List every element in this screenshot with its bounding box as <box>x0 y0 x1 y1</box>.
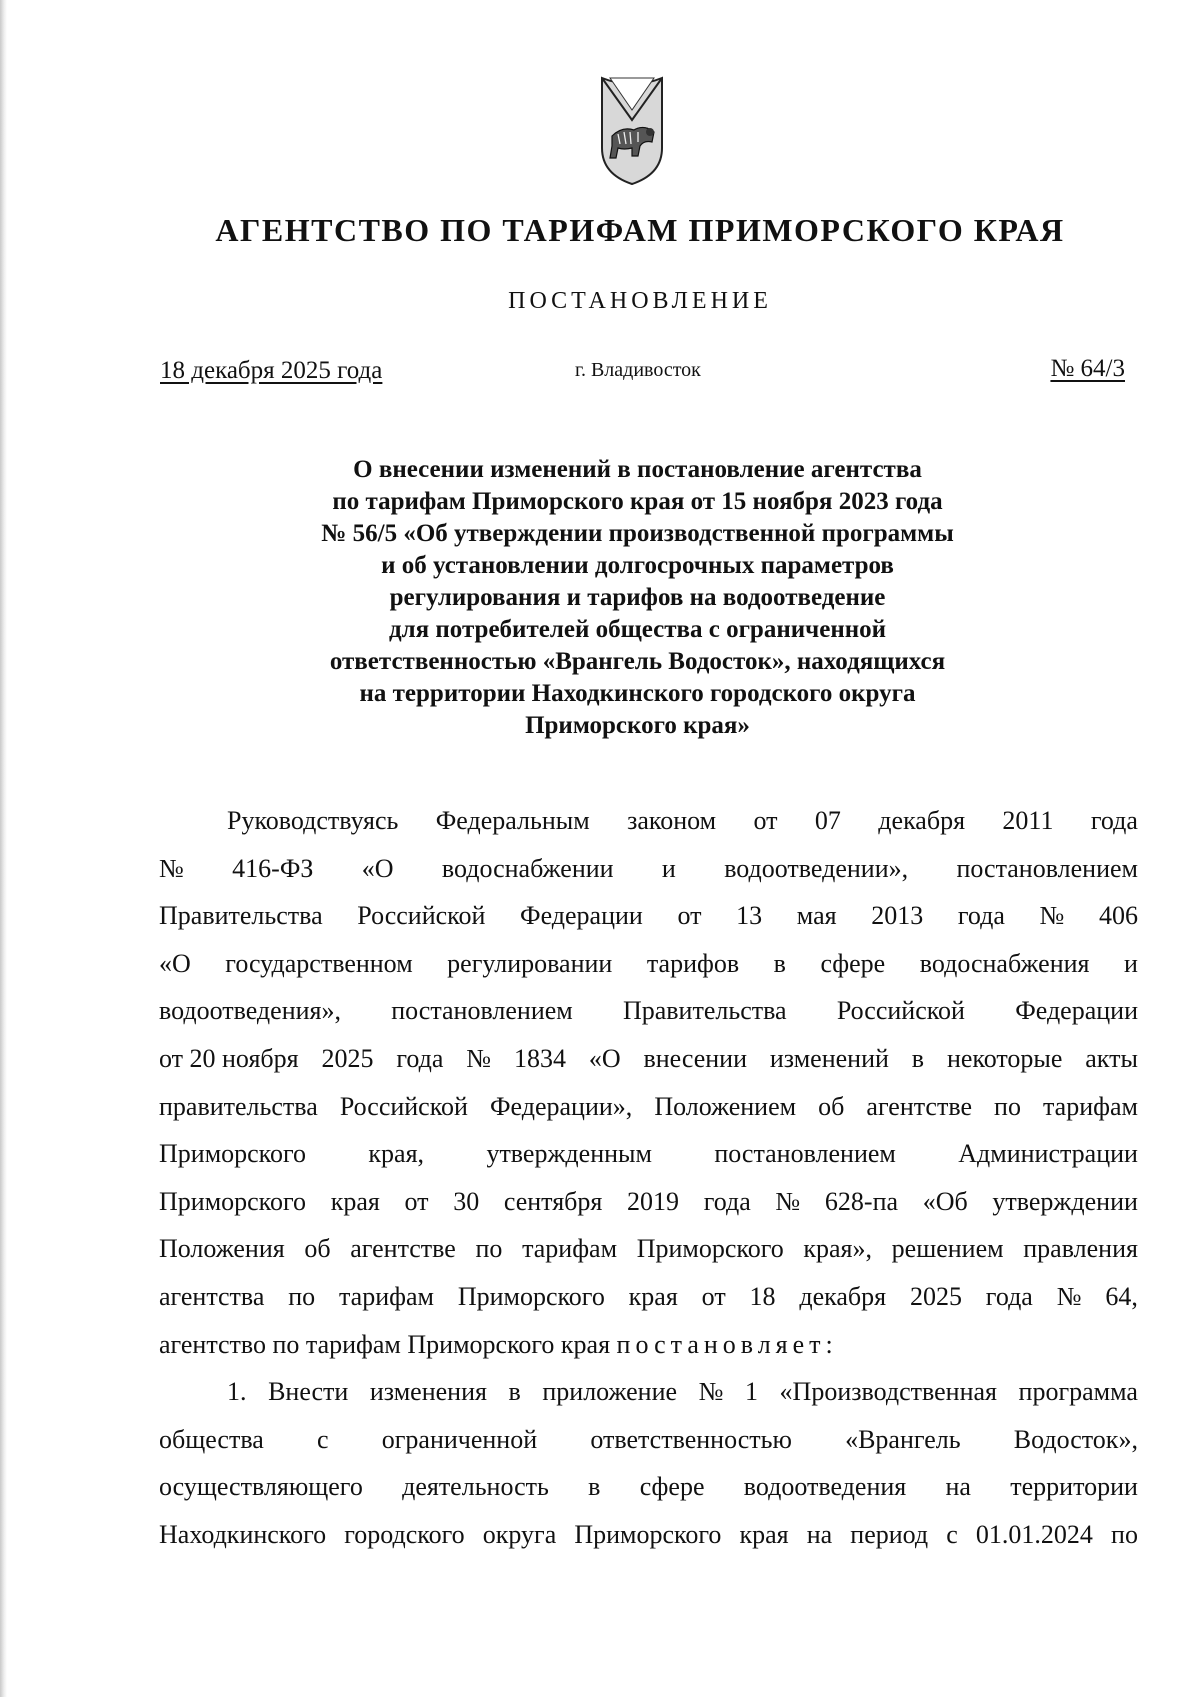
scan-edge-shadow <box>0 0 7 1697</box>
body-word: агентства <box>159 1281 265 1311</box>
body-word: по <box>1111 1519 1138 1549</box>
body-word: 01.01.2024 <box>975 1519 1093 1549</box>
body-word: года <box>1090 806 1138 835</box>
body-word: года <box>957 901 1005 931</box>
body-word: сфере <box>639 1472 705 1502</box>
body-word: № <box>466 1043 492 1073</box>
body-line <box>159 1178 1138 1226</box>
body-word: Федерации <box>1015 996 1138 1026</box>
body-word: по <box>994 1091 1021 1121</box>
body-word: 30 <box>453 1186 480 1216</box>
body-word: Находкинского <box>159 1519 327 1549</box>
body-line <box>159 1463 1138 1511</box>
body-line <box>159 1416 1138 1464</box>
body-word: Приморского <box>159 1139 307 1169</box>
decree-verb: постановляет: <box>616 1329 838 1359</box>
body-word: в <box>773 948 786 978</box>
subject-line: О внесении изменений в постановление агентства <box>353 456 922 483</box>
body-word: Руководствуясь <box>227 806 399 835</box>
document-city: г. Владивосток <box>575 359 701 381</box>
document-type: ПОСТАНОВЛЕНИЕ <box>508 288 772 314</box>
body-word: по <box>288 1281 316 1311</box>
body-word: года <box>985 1281 1033 1311</box>
body-word: округа <box>482 1519 557 1549</box>
body-word: 2013 <box>871 901 924 931</box>
body-word: 07 <box>814 806 841 835</box>
body-word: сфере <box>820 948 886 978</box>
body-word: 13 <box>736 901 763 931</box>
body-word: 2019 <box>627 1186 680 1216</box>
body-word: территории <box>1010 1472 1138 1502</box>
body-word: водоотведения», <box>159 996 341 1026</box>
body-word: декабря <box>799 1281 887 1311</box>
body-word: «О <box>159 948 191 978</box>
body-word: акты <box>1085 1043 1138 1073</box>
body-word: тарифам <box>1043 1091 1138 1121</box>
document-date: 18 декабря 2025 года <box>160 357 383 384</box>
body-word: № <box>775 1186 801 1216</box>
body-word: от <box>753 806 778 835</box>
subject-line: регулирования и тарифов на водоотведение <box>389 584 886 611</box>
body-word: 1. <box>227 1377 247 1407</box>
body-word: общества <box>159 1424 264 1454</box>
subject-line: и об установлении долгосрочных параметров <box>381 552 894 579</box>
body-word: постановлением <box>714 1139 896 1169</box>
body-line <box>159 892 1138 940</box>
body-word: 416-ФЗ <box>232 853 314 883</box>
body-word: водоотведении», <box>724 853 909 883</box>
body-word: постановлением <box>956 853 1138 883</box>
body-word: 1 <box>744 1377 758 1407</box>
body-word: Положением <box>654 1091 797 1121</box>
body-word: № <box>1056 1281 1082 1311</box>
body-word: декабря <box>878 806 966 835</box>
body-word: в <box>911 1043 925 1073</box>
body-word: правления <box>1023 1234 1138 1264</box>
body-line <box>159 1083 1138 1131</box>
body-line <box>159 845 1138 893</box>
body-word: «Об <box>922 1186 968 1216</box>
body-word: от <box>677 901 702 931</box>
body-word: края», <box>803 1234 873 1264</box>
body-word: об <box>818 1091 845 1121</box>
body-word: осуществляющего <box>159 1472 363 1502</box>
body-word: края <box>628 1281 678 1311</box>
body-word: с <box>946 1519 958 1549</box>
body-word: «О <box>361 853 394 883</box>
body-word: края <box>739 1519 789 1549</box>
subject-line: № 56/5 «Об утверждении производственной программы <box>321 520 954 547</box>
body-word: Российской <box>339 1091 468 1121</box>
body-word: Приморского <box>636 1234 784 1264</box>
body-word: ответственностью <box>590 1424 792 1454</box>
body-word: от <box>404 1186 429 1216</box>
body-word: на <box>806 1519 833 1549</box>
body-word: Правительства <box>622 996 787 1026</box>
body-word: тарифов <box>646 948 740 978</box>
subject-line: по тарифам Приморского края от 15 ноября 2023 года <box>332 488 943 515</box>
body-word: 64, <box>1105 1281 1138 1311</box>
body-word: водоснабжения <box>919 948 1090 978</box>
body-line <box>159 1130 1138 1178</box>
body-word: Приморского <box>457 1281 605 1311</box>
body-word: «О <box>588 1043 621 1073</box>
body-word: постановлением <box>391 996 573 1026</box>
body-word: 2025 <box>909 1281 962 1311</box>
body-word: государственном <box>225 948 413 978</box>
body-word: на <box>945 1472 971 1502</box>
paragraph-preamble <box>159 797 1138 1321</box>
body-word: с <box>317 1424 329 1454</box>
body-word: деятельность <box>402 1472 549 1502</box>
body-line <box>159 1511 1138 1559</box>
body-word: утвержденным <box>486 1139 652 1169</box>
body-word: ограниченной <box>381 1424 538 1454</box>
body-word: тарифам <box>522 1234 618 1264</box>
document-number: № 64/3 <box>1050 355 1125 382</box>
body-word: Федерации», <box>490 1091 633 1121</box>
body-word: по <box>475 1234 503 1264</box>
body-word: 406 <box>1099 901 1138 931</box>
body-word: Приморского <box>159 1186 307 1216</box>
body-word: решением <box>891 1234 1004 1264</box>
body-word: агентстве <box>350 1234 456 1264</box>
body-word: от 20 ноября <box>159 1043 299 1073</box>
paragraph-item-1 <box>159 1368 1138 1558</box>
subject-line: на территории Находкинского городского округа <box>359 680 916 707</box>
body-word: законом <box>627 806 717 835</box>
body-word: Федеральным <box>435 806 590 835</box>
body-word: Российской <box>357 901 486 931</box>
coat-of-arms-icon <box>588 70 676 188</box>
body-word: Внести <box>268 1377 349 1407</box>
body-line <box>159 797 1138 845</box>
body-word: в <box>588 1472 601 1502</box>
body-word: Водосток», <box>1013 1424 1138 1454</box>
body-word: 628-па <box>824 1186 899 1216</box>
agency-title: АГЕНТСТВО ПО ТАРИФАМ ПРИМОРСКОГО КРАЯ <box>215 212 1065 248</box>
body-word: приложение <box>542 1377 678 1407</box>
body-word: водоотведения <box>743 1472 907 1502</box>
body-word: об <box>304 1234 331 1264</box>
body-word: мая <box>796 901 837 931</box>
body-word: 1834 <box>513 1043 566 1073</box>
body-text-span: агентство по тарифам Приморского края <box>159 1329 617 1359</box>
body-word: № <box>1039 901 1065 931</box>
body-word: от <box>701 1281 726 1311</box>
body-line <box>159 987 1138 1035</box>
body-word: края <box>330 1186 380 1216</box>
body-line <box>159 1368 1138 1416</box>
body-word: «Производственная <box>779 1377 997 1407</box>
subject-line: для потребителей общества с ограниченной <box>388 616 887 643</box>
body-word: Положения <box>159 1234 285 1264</box>
body-word: период <box>850 1519 929 1549</box>
body-line <box>159 1225 1138 1273</box>
body-word: правительства <box>159 1091 318 1121</box>
body-word: в <box>508 1377 521 1407</box>
body-word: программа <box>1018 1377 1138 1407</box>
body-line <box>159 1321 1138 1369</box>
body-word: изменений <box>769 1043 889 1073</box>
body-word: Правительства <box>159 901 323 931</box>
document-subject <box>150 454 1125 742</box>
document-body <box>159 797 1138 1559</box>
subject-line: ответственностью «Врангель Водосток», находящихся <box>329 648 946 675</box>
body-word: внесении <box>643 1043 748 1073</box>
body-line <box>159 940 1138 988</box>
body-word: некоторые <box>946 1043 1063 1073</box>
body-word: агентстве <box>866 1091 972 1121</box>
body-word: № <box>698 1377 724 1407</box>
body-word: и <box>1124 948 1138 978</box>
subject-line: Приморского края» <box>525 712 750 739</box>
body-line <box>159 1273 1138 1321</box>
body-word: изменения <box>369 1377 487 1407</box>
body-word: 2025 <box>321 1043 374 1073</box>
body-word: «Врангель <box>845 1424 961 1454</box>
body-word: тарифам <box>338 1281 434 1311</box>
body-word: 18 <box>749 1281 776 1311</box>
body-word: Администрации <box>958 1139 1138 1169</box>
body-word: городского <box>344 1519 465 1549</box>
body-word: года <box>703 1186 751 1216</box>
body-word: Российской <box>836 996 965 1026</box>
body-word: 2011 <box>1002 806 1054 835</box>
body-word: края, <box>368 1139 425 1169</box>
body-word: года <box>396 1043 444 1073</box>
body-word: Приморского <box>574 1519 722 1549</box>
body-word: Федерации <box>520 901 643 931</box>
body-word: сентября <box>503 1186 603 1216</box>
body-line <box>159 1035 1138 1083</box>
body-word: регулировании <box>447 948 613 978</box>
body-word: и <box>661 853 676 883</box>
body-word: № <box>159 853 184 883</box>
body-word: утверждении <box>992 1186 1138 1216</box>
body-word: водоснабжении <box>441 853 614 883</box>
